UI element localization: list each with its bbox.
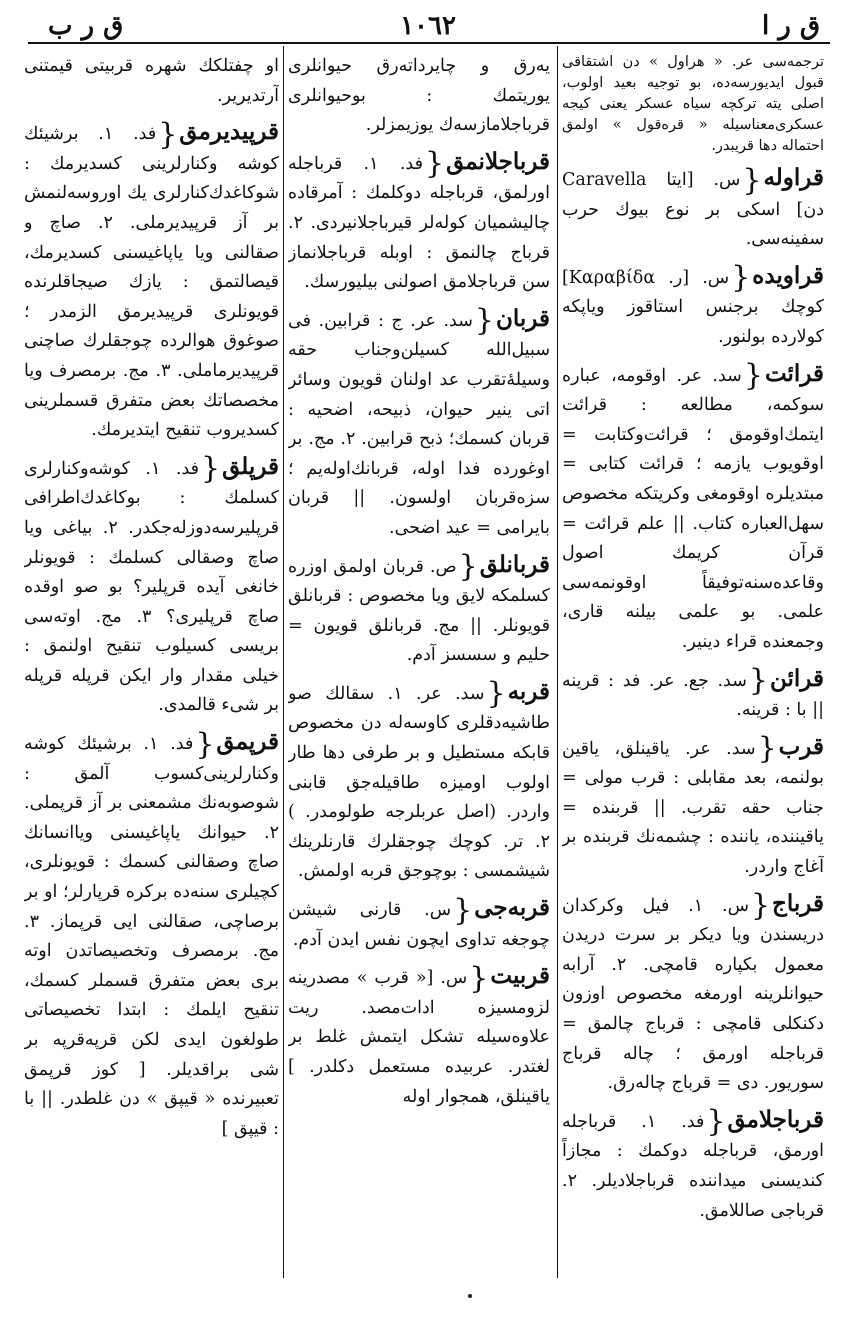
entry-headword: قربه‌جی	[474, 894, 550, 922]
dictionary-entry	[288, 304, 550, 544]
dictionary-entry	[288, 961, 550, 1112]
curly-brace-separator: {	[748, 663, 768, 698]
entry-definition: یه‌رق و چایرداته‌رق حیوانلری یوریتمك : بوحیوانلری قرباجلامازسه‌ك یوزیمزلر.	[288, 56, 550, 136]
page-number: ١٠٦٢	[400, 11, 456, 41]
entry-definition: سد. جع. عر. فد : قرینه || با : قرینه.	[562, 670, 824, 721]
column-middle	[288, 52, 550, 1282]
curly-brace-separator: {	[743, 358, 763, 394]
entry-headword: قربیت	[490, 962, 550, 990]
entry-headword: قرباجلامق	[727, 1105, 824, 1133]
entry-headword: قربانلق	[479, 550, 550, 578]
header-right-letters: ق ر ا	[761, 11, 820, 41]
entry-definition: سد. عر. ١. سقالك صو طاشیه‌دقلری کاوسه‌له دن مخصوص قابکه مستطیل و بر طرفی دها طار اولوب اومیزه طاقیله‌جق قابنی واردر. (اصل عربلرجه طولومدر. ) ٢. تر. کوچك چوجقلرك قارنلرینك شیشمسی : بوچوجق قربه اولمش.	[288, 683, 550, 882]
entry-definition: او چفتلکك شهره قربیتی قیمتنی آرتدیریر.	[24, 56, 279, 106]
entry-headword: قرباجلانمق	[446, 147, 550, 175]
dictionary-entry	[562, 359, 824, 658]
column-divider-right	[557, 46, 558, 1278]
curly-brace-separator: {	[195, 726, 215, 762]
curly-brace-separator: {	[158, 116, 178, 152]
entry-headword: قرپمق	[216, 728, 279, 756]
entry-definition: فد. ١. برشیئك کوشه وکنارلرینی‌کسوب آلمق : شوصوبه‌نك مشمعنی بر آز قرپملی. ٢. حیوانك یاپاغیسنی ویاانسانك صاچ وصقالنی کسمك : قویونلری، کچیلری سنه‌ده برکره قرپارلر؛ او بر برصاچی، صقالنی ایی قرپماز. ٣. مج. برمصرف وتخصیصاتدن اوته بری بعض متفرق قسملر کسمك، تنقیح ایلمك : ابتدا تخصیصاتی طولغون ایدی لکن قرپه‌قرپه بر شی براقدیلر. [ کوز قرپمق تعبیرنده « قیپق » دن غلطدر. || با : قیپق ]	[24, 734, 279, 1139]
entry-definition: س. ١. فیل وکرکدان دریسندن ویا دیکر بر سرت دریدن معمول بکپاره قامچی. ٢. آرابه حیوانلرینه اورمغه مخصوص اوزون دکنکلی قامچی : قرباج چالمق = قرباجله اورمق ؛ چاله قرباج سوریور. دی = قرباج چاله‌رق.	[562, 895, 824, 1094]
entry-headword: قراویده	[752, 261, 824, 289]
entry-definition: فد. ١. قرباجله اورمق، قرباجله دوکمك : مجازاً کندیسنی میداننده قرباجلادیلر. ٢. قرباجی صاللامق.	[562, 1111, 824, 1221]
entry-headword: قرب	[778, 732, 824, 760]
curly-brace-separator: {	[474, 303, 494, 339]
entry-headword: قرائت	[764, 359, 824, 387]
dictionary-entry	[288, 550, 550, 671]
entry-definition: ترجمه‌سی عر. « هراول » دن اشتقاقی قبول ایدیورسه‌ده، بو توجیه بعید اولوب، اصلی یته ترکچه سیاه عسکر یعنی کیجه عسکری‌معناسیله « قره‌قول » اولمق احتماله دها قریبدر.	[562, 54, 824, 154]
header-left-letters: ق ر ب	[48, 11, 124, 41]
curly-brace-separator: {	[201, 451, 221, 487]
curly-brace-separator: {	[750, 888, 771, 924]
entry-headword: قربه	[507, 677, 550, 705]
entry-definition: فد. ١. کوشه‌وکنارلری کسلمك : بوکاغدك‌اطرافی قرپلیرسه‌دوزله‌جکدر. ٢. بیاغی ویا صاچ وصقالی کسلمك : قویونلر خانغی آیده قرپلیر؟ بو صو اوقده صاچ قرپلیری؟ ٣. مج. اوته‌سی بریسی کسیلوب تنقیح اولنمق : خیلی مقدار وار ایکن قرپله قرپله بر شی‌ء قالمدی.	[24, 458, 279, 716]
curly-brace-separator: {	[742, 162, 762, 198]
entry-headword: قرپیدیرمق	[179, 118, 279, 146]
dictionary-entry	[562, 889, 824, 1099]
entry-definition: ص. قربان اولمق اوزره کسلمکه لایق ویا مخصوص : قربانلق قویونلر. || مج. قربانلق قویون = حلیم و سسسز آدم.	[288, 556, 550, 666]
dictionary-entry	[24, 727, 279, 1144]
entry-definition: سد. عر. ج : قرابین. فی سبیل‌الله کسیلن‌وجناب حقه وسیلهٔ‌تقرب عد اولنان قویون وسائر اتی ینیر حیوان، ذبیحه، اضحیه : قربان کسمك؛ ذبح قرابین. ٢. مج. بر اوغورده فدا اوله، قربانك‌اوله‌یم ؛ سزه‌قربان اولسون. || قربان بایرامی = عید اضحی.	[288, 310, 550, 538]
dictionary-entry	[562, 1105, 824, 1226]
curly-brace-separator: {	[453, 892, 473, 928]
entry-definition: س. [ایتا Caravella دن] اسکی بر نوع بیوك حرب سفینه‌سی.	[562, 170, 824, 250]
entry-definition: س. [ر. Καραβίδα] کوچك برجنس استاقوز ویا‌پکه کولارده بولنور.	[562, 267, 824, 347]
entry-definition: فد. ١. برشیئك کوشه وکنارلرینی کسدیرمك : شوکاغدك‌کنارلری یك اوروسه‌لنمش بر آز قرپیدیرملی. ٢. صاچ و صقالنی ویا یاپاغیسنی کسدیرمك، قیصالتمق : یازك صیجاقلرنده قویونلری قرپیدیرمق الزمدر ؛ صوغوق هوالرده چوجقلرك صاچنی قرپیدیرماملی. ٣. مج. برمصرف ویا مخصصاتك بعض متفرق قسملرینی کسدیروب تنقیح ایتدیرمك.	[24, 124, 279, 441]
entry-headword: قرپلق	[222, 452, 279, 480]
dictionary-entry	[24, 452, 279, 721]
curly-brace-separator: {	[757, 731, 777, 767]
entry-headword: قرائن	[770, 664, 824, 692]
entry-text	[562, 52, 824, 157]
header-rule	[28, 42, 830, 44]
entry-definition: فد. ١. قرباجله اورلمق، قرباجله دوکلمك : آمرقاده چالیشمیان کوله‌لر قیرباجلانیردی. ٢. قرباج چالنمق : اوبله قرباجلانماز سن قرباجلامق اصولنی بیلیورسك.	[288, 153, 550, 293]
dictionary-entry	[562, 163, 824, 255]
entry-definition: س. قارنی شیشن چوجغه تداوی ایچون نفس ایدن آدم.	[288, 900, 550, 950]
column-right	[562, 52, 824, 1282]
dictionary-entry	[24, 117, 279, 446]
dictionary-entry	[562, 664, 824, 726]
entry-definition: سد. عر. یاقینلق، یاقین بولنمه، بعد مقابلی : قرب مولی = جناب حقه تقرب. || قربنده = یاقیننده، یاننده : چشمه‌نك قربنده بر آغاج واردر.	[562, 738, 824, 878]
column-divider-left	[283, 46, 284, 1278]
dictionary-entry	[288, 147, 550, 298]
entry-definition: سد. عر. اوقومه، عباره سوکمه، مطالعه : قرائت ایتمك‌اوقومق ؛ قرائت‌وکتابت = اوقویوب یازمه ؛ قرائت کتابی = مبتدیلره اوقومغی وکریتکه مخصوص سهل‌العباره کتاب. || علم قرائت = قرآن کریمك اصول وقاعده‌سنه‌توفیقاً اوقونمه‌سی علمی. بو علمی بیلنه قاری، وجمعنده قراء دینیر.	[562, 365, 824, 652]
column-left	[24, 52, 279, 1282]
entry-headword: قربان	[496, 304, 550, 332]
curly-brace-separator: {	[424, 146, 445, 182]
curly-brace-separator: {	[486, 676, 506, 712]
entry-headword: قرباج	[772, 889, 824, 917]
curly-brace-separator: {	[469, 960, 489, 996]
dictionary-entry	[562, 261, 824, 353]
curly-brace-separator: {	[731, 260, 751, 296]
entry-definition: س. [« قرب » مصدرینه لزومسیزه ادات‌مصد. ریت علاوه‌سیله تشکل ایتمش غلط بر لغتدر. عربیده مستعمل دکلدر. ] یاقینلق، همجوار اوله	[288, 968, 550, 1107]
dictionary-entry	[562, 732, 824, 883]
dictionary-entry	[288, 677, 550, 887]
entry-text	[24, 52, 279, 111]
footer-dot	[468, 1294, 472, 1298]
entry-headword: قراوله	[763, 164, 824, 191]
dictionary-entry	[288, 893, 550, 955]
curly-brace-separator: {	[706, 1104, 726, 1140]
page-header	[28, 8, 828, 46]
curly-brace-separator: {	[458, 549, 478, 584]
entry-text	[288, 52, 550, 141]
